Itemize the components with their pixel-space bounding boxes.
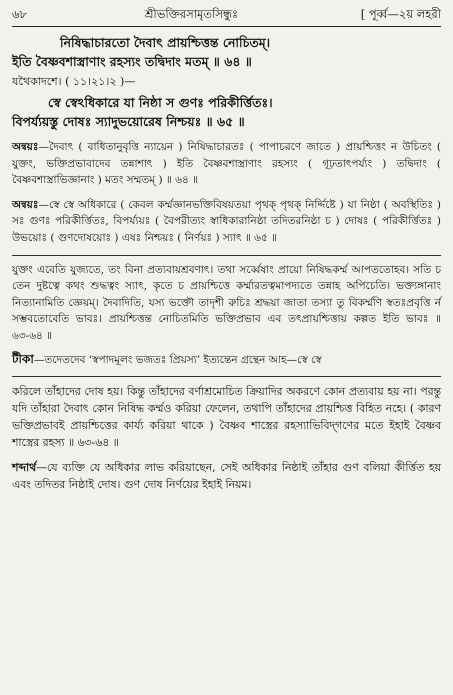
anvaya-text: —স্বে স্বে অধিকারে ( কেবল কর্ম্মজ্ঞানভক্তিবিষয়তয়া পৃথক্ পৃথক্ নির্দ্দিষ্টে ) যা নিষ্ঠা ( অবস্থিতিঃ ) সঃ গুণঃ পরিকীর্ত্তিতঃ, বিপর্য্যয়ঃ ( বৈপরীত্যং স্বাধিকারানিষ্ঠা তদিতরনিষ্ঠা চ ) দোষঃ ( পরিকীর্ত্তিতঃ ) উভয়োঃ ( গুণদোষয়োঃ ) এষঃ নিশ্চয়ঃ ( নির্ণয়ঃ ) স্যাৎ ॥ ৬৫ ॥ [12,198,441,244]
word-meaning-paragraph [12,459,441,493]
tika-text: —তদেতদেব ‘স্বপাদমূলং ভজতঃ প্রিয়স্য’ ইত্যন্তেন গ্রন্থেন আহ—স্বে স্বে [33,353,322,366]
verse-65 [12,93,441,131]
anvaya-64 [12,139,441,189]
section-divider [12,376,441,377]
section-label: [ পূর্ব্ব—২য় লহরী [360,7,441,21]
verse-64-line-1: নিষিদ্ধাচারতো দৈবাৎ প্রায়শ্চিত্তন্ত নোচিতম্। [60,35,271,50]
anvaya-label: অন্বয়ঃ [12,198,39,211]
anvaya-label: অন্বয়ঃ [12,141,39,153]
word-meaning-text: —যে ব্যক্তি যে অধিকার লাভ করিয়াছেন, সেই অধিকার নিষ্ঠাই তাঁহার গুণ বলিয়া কীর্ত্তিত হয় এবং তদিতর নিষ্ঠাই দোষ। গুণ দোষ নির্ণয়ের ইহাই নিয়ম। [12,460,441,491]
page-number: ৬৮ [12,7,27,21]
anvaya-text: —দৈবাৎ ( বাধিতানুবৃত্তি ন্যায়েন ) নিষিদ্ধাচারতঃ ( পাপাচরণে জাতে ) প্রায়শ্চিত্তং ন উচিতং ( যুক্তং, ভক্তিপ্রভাবাদেব তন্নাশাৎ ) ইতি বৈষ্ণবশাস্ত্রাণাং রহস্যং ( গূঢ়তাৎপর্য্যং ) তদ্বিদাং ( বৈষ্ণবশাস্ত্রাভিজ্ঞানাং ) মতং সম্মতম্ ) ॥ ৬৪ ॥ [12,141,441,187]
section-divider [12,255,441,256]
tika-line [12,351,441,368]
word-meaning-label: শব্দার্থ [12,460,37,474]
tika-label: টীকা [12,351,34,366]
translation-paragraph: করিলে তাঁহাদের দোষ হয়। কিন্তু তাঁহাদের বর্ণাশ্রমোচিত ক্রিয়াদির অকরণে কোন প্রত্যবায় হয় না। পরন্তু যদি তাঁহারা দৈবাৎ কোন নিষিদ্ধ কর্ম্মও করিয়া ফেলেন, তথাপি তাঁহাদের প্রায়শ্চিত্ত বিহিত নহে। ( কারণ ভক্তিপ্রভাবই প্রায়শ্চিত্তের কার্য্য করিয়া থাকে ) বৈষ্ণব শাস্ত্রের রহস্যাভিবিদ্‌গণের মতে ইহাই বৈষ্ণব শাস্ত্রের রহস্য ॥ ৬৩-৬৪ ॥ [12,384,441,449]
verse-reference: যথৈকাদশে। ( ১১।২১।২ )— [12,75,136,88]
verse-65-line-1: স্বে স্বেঽধিকারে যা নিষ্ঠা স গুণঃ পরিকীর্ত্তিতঃ। [48,95,273,110]
verse-64 [12,33,441,71]
book-title: শ্রীভক্তিরসামৃতসিন্ধুঃ [144,7,239,21]
anvaya-65 [12,197,441,247]
header-rule [12,26,441,27]
page-header [12,6,441,24]
verse-64-line-2: ইতি বৈষ্ণবশাস্ত্রাণাং রহস্যং তদ্বিদাং মতম্ ॥ ৬৪ ॥ [12,54,252,69]
commentary-paragraph: যুক্তং এবেতি যুজ্যতে, তং বিনা প্রত্যবায়শ্রবণাৎ। তথা সর্ব্বেষাং প্রায়ো নিষিদ্ধকর্ম্ম আপততোহব। সতি চ তেন দুষ্টত্বে কথং শুদ্ধত্বং স্যাৎ, কৃতে চ প্রায়শ্চিত্তে কর্ম্মারতত্বমাপদ্যতে তন্নাহ অপিচেতি। ভক্ত্যঙ্গানাং নিত্যানামিতি জ্ঞেয়ম্। দৈবাদিতি, যস্য ভক্তৌ তাদৃশী রুচিঃ শ্রদ্ধয়া জাতা তস্যা তু বিকর্ম্মণি স্বতঃপ্রবৃত্তি র্ন সম্ভবতোবেতি ভাবঃ। প্রায়শ্চিত্তন্ত নোচিতমিতি ভক্তিপ্রভাব এব তৎপ্রায়শ্চিত্তায় কল্পত ইতি ভাবঃ ॥ ৬৩-৬৪ ॥ [12,263,441,342]
verse-65-line-2: বিপর্য্যয়স্তু দোষঃ স্যাদুভয়োরেষ নিশ্চয়ঃ ॥ ৬৫ ॥ [12,114,245,129]
